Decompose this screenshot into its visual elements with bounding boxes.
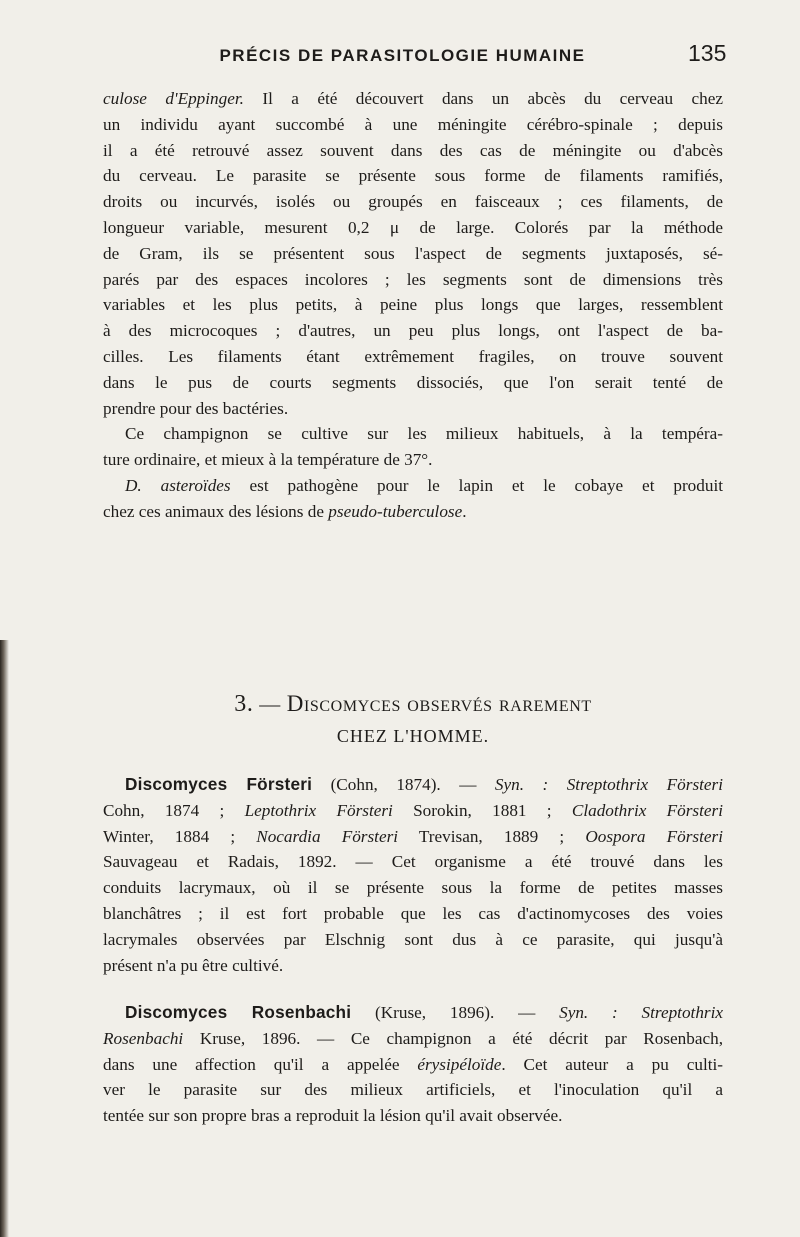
synonym: Rosenbachi bbox=[103, 1028, 184, 1048]
text-line: lacrymales observées par Elschnig sont dus à ce parasite, qui jusqu'à bbox=[103, 929, 723, 949]
text-line: blanchâtres ; il est fort probable que les cas d'actinomycoses des voies bbox=[103, 903, 723, 923]
text-line: tentée sur son propre bras a reproduit la lésion qu'il avait observée. bbox=[103, 1106, 563, 1126]
running-title: PRÉCIS DE PARASITOLOGIE HUMAINE bbox=[219, 46, 586, 65]
text-line: longueur variable, mesurent 0,2 μ de large. Colorés par la méthode bbox=[103, 217, 723, 237]
text-line: dans le pus de courts segments dissociés, que l'on serait tenté de bbox=[103, 372, 723, 392]
section-heading bbox=[103, 688, 723, 752]
text-span: . bbox=[462, 501, 467, 521]
text-line: ver le parasite sur des milieux artificiels, et l'inoculation qu'il a bbox=[103, 1080, 723, 1100]
synonym: Cladothrix Försteri bbox=[571, 800, 723, 820]
text-line: présent n'a pu être cultivé. bbox=[103, 955, 284, 975]
text-span: Kruse, 1896. — Ce champignon a été décrit par Rosenbach, bbox=[183, 1028, 723, 1048]
synonym: Syn. : Streptothrix bbox=[559, 1003, 724, 1022]
synonym: Nocardia Försteri bbox=[256, 826, 399, 846]
italic-term: érysipéloïde bbox=[417, 1054, 502, 1074]
species-name: Discomyces Försteri bbox=[125, 774, 313, 794]
text-span: Cohn, 1874 ; bbox=[103, 800, 245, 820]
text-span: Sorokin, 1881 ; bbox=[392, 800, 572, 820]
text-line: du cerveau. Le parasite se présente sous forme de filaments ramifiés, bbox=[103, 166, 723, 186]
text-line bbox=[103, 1052, 723, 1078]
text-line: de Gram, ils se présentent sous l'aspect de segments juxtaposés, sé- bbox=[103, 243, 723, 263]
paragraph-continuation bbox=[103, 86, 723, 525]
italic-term: culose d'Eppinger. bbox=[103, 89, 244, 108]
text-line: conduits lacrymaux, où il se présente sous la forme de petites masses bbox=[103, 878, 723, 898]
synonym: Leptothrix Försteri bbox=[244, 800, 393, 820]
text-line: un individu ayant succombé à une méningite cérébro-spinale ; depuis bbox=[103, 114, 723, 134]
text-line: parés par des espaces incolores ; les segments sont de dimensions très bbox=[103, 269, 723, 289]
text-line bbox=[103, 499, 723, 525]
text-span: dans une affection qu'il a appelée bbox=[103, 1054, 418, 1074]
text-line bbox=[103, 772, 723, 798]
text-line bbox=[103, 473, 723, 499]
text-line bbox=[103, 798, 723, 824]
section-heading-line-2: CHEZ L'HOMME. bbox=[336, 726, 490, 746]
text-span: est pathogène pour le lapin et le cobaye et produit bbox=[230, 475, 723, 495]
italic-term: pseudo-tuberculose bbox=[328, 501, 463, 521]
text-line: il a été retrouvé assez souvent dans des cas de méningite ou d'abcès bbox=[103, 140, 723, 160]
text-span: (Cohn, 1874). — bbox=[312, 775, 495, 794]
text-span: chez ces animaux des lésions de bbox=[103, 501, 329, 521]
text-line: variables et les plus petits, à peine plus longs que larges, ressemblent bbox=[103, 295, 723, 315]
text-line bbox=[103, 86, 723, 112]
text-span: . Cet auteur a pu culti- bbox=[501, 1054, 723, 1074]
entry-discomyces-forsteri bbox=[103, 772, 723, 978]
section-dash: — bbox=[253, 692, 287, 716]
entry-discomyces-rosenbachi bbox=[103, 1000, 723, 1129]
text-line: ture ordinaire, et mieux à la température de 37°. bbox=[103, 450, 433, 470]
page-number: 135 bbox=[688, 40, 727, 66]
synonym: Syn. : Streptothrix Försteri bbox=[494, 775, 723, 794]
text-line bbox=[103, 1000, 723, 1026]
section-heading-line-1 bbox=[103, 688, 723, 720]
text-line: prendre pour des bactéries. bbox=[103, 398, 289, 418]
text-span: (Kruse, 1896). — bbox=[351, 1003, 560, 1022]
section-number: 3. bbox=[234, 691, 254, 717]
page-edge-shadow bbox=[0, 640, 9, 1237]
text-line bbox=[103, 824, 723, 850]
text-span: Trevisan, 1889 ; bbox=[398, 826, 586, 846]
text-span: Il a été découvert dans un abcès du cerveau chez bbox=[243, 89, 723, 108]
text-span: Winter, 1884 ; bbox=[103, 826, 257, 846]
section-title: Discomyces observés rarement bbox=[286, 691, 592, 716]
italic-term: D. asteroïdes bbox=[125, 475, 231, 495]
text-line: Ce champignon se cultive sur les milieux habituels, à la tempéra- bbox=[125, 424, 723, 444]
text-line: droits ou incurvés, isolés ou groupés en faisceaux ; ces filaments, de bbox=[103, 192, 723, 212]
species-name: Discomyces Rosenbachi bbox=[125, 1002, 352, 1022]
text-line: à des microcoques ; d'autres, un peu plus longs, ont l'aspect de ba- bbox=[103, 321, 723, 341]
text-line bbox=[103, 1026, 723, 1052]
text-line: Sauvageau et Radais, 1892. — Cet organisme a été trouvé dans les bbox=[103, 852, 723, 872]
synonym: Oospora Försteri bbox=[585, 826, 723, 846]
text-line: cilles. Les filaments étant extrêmement fragiles, on trouve souvent bbox=[103, 346, 723, 366]
